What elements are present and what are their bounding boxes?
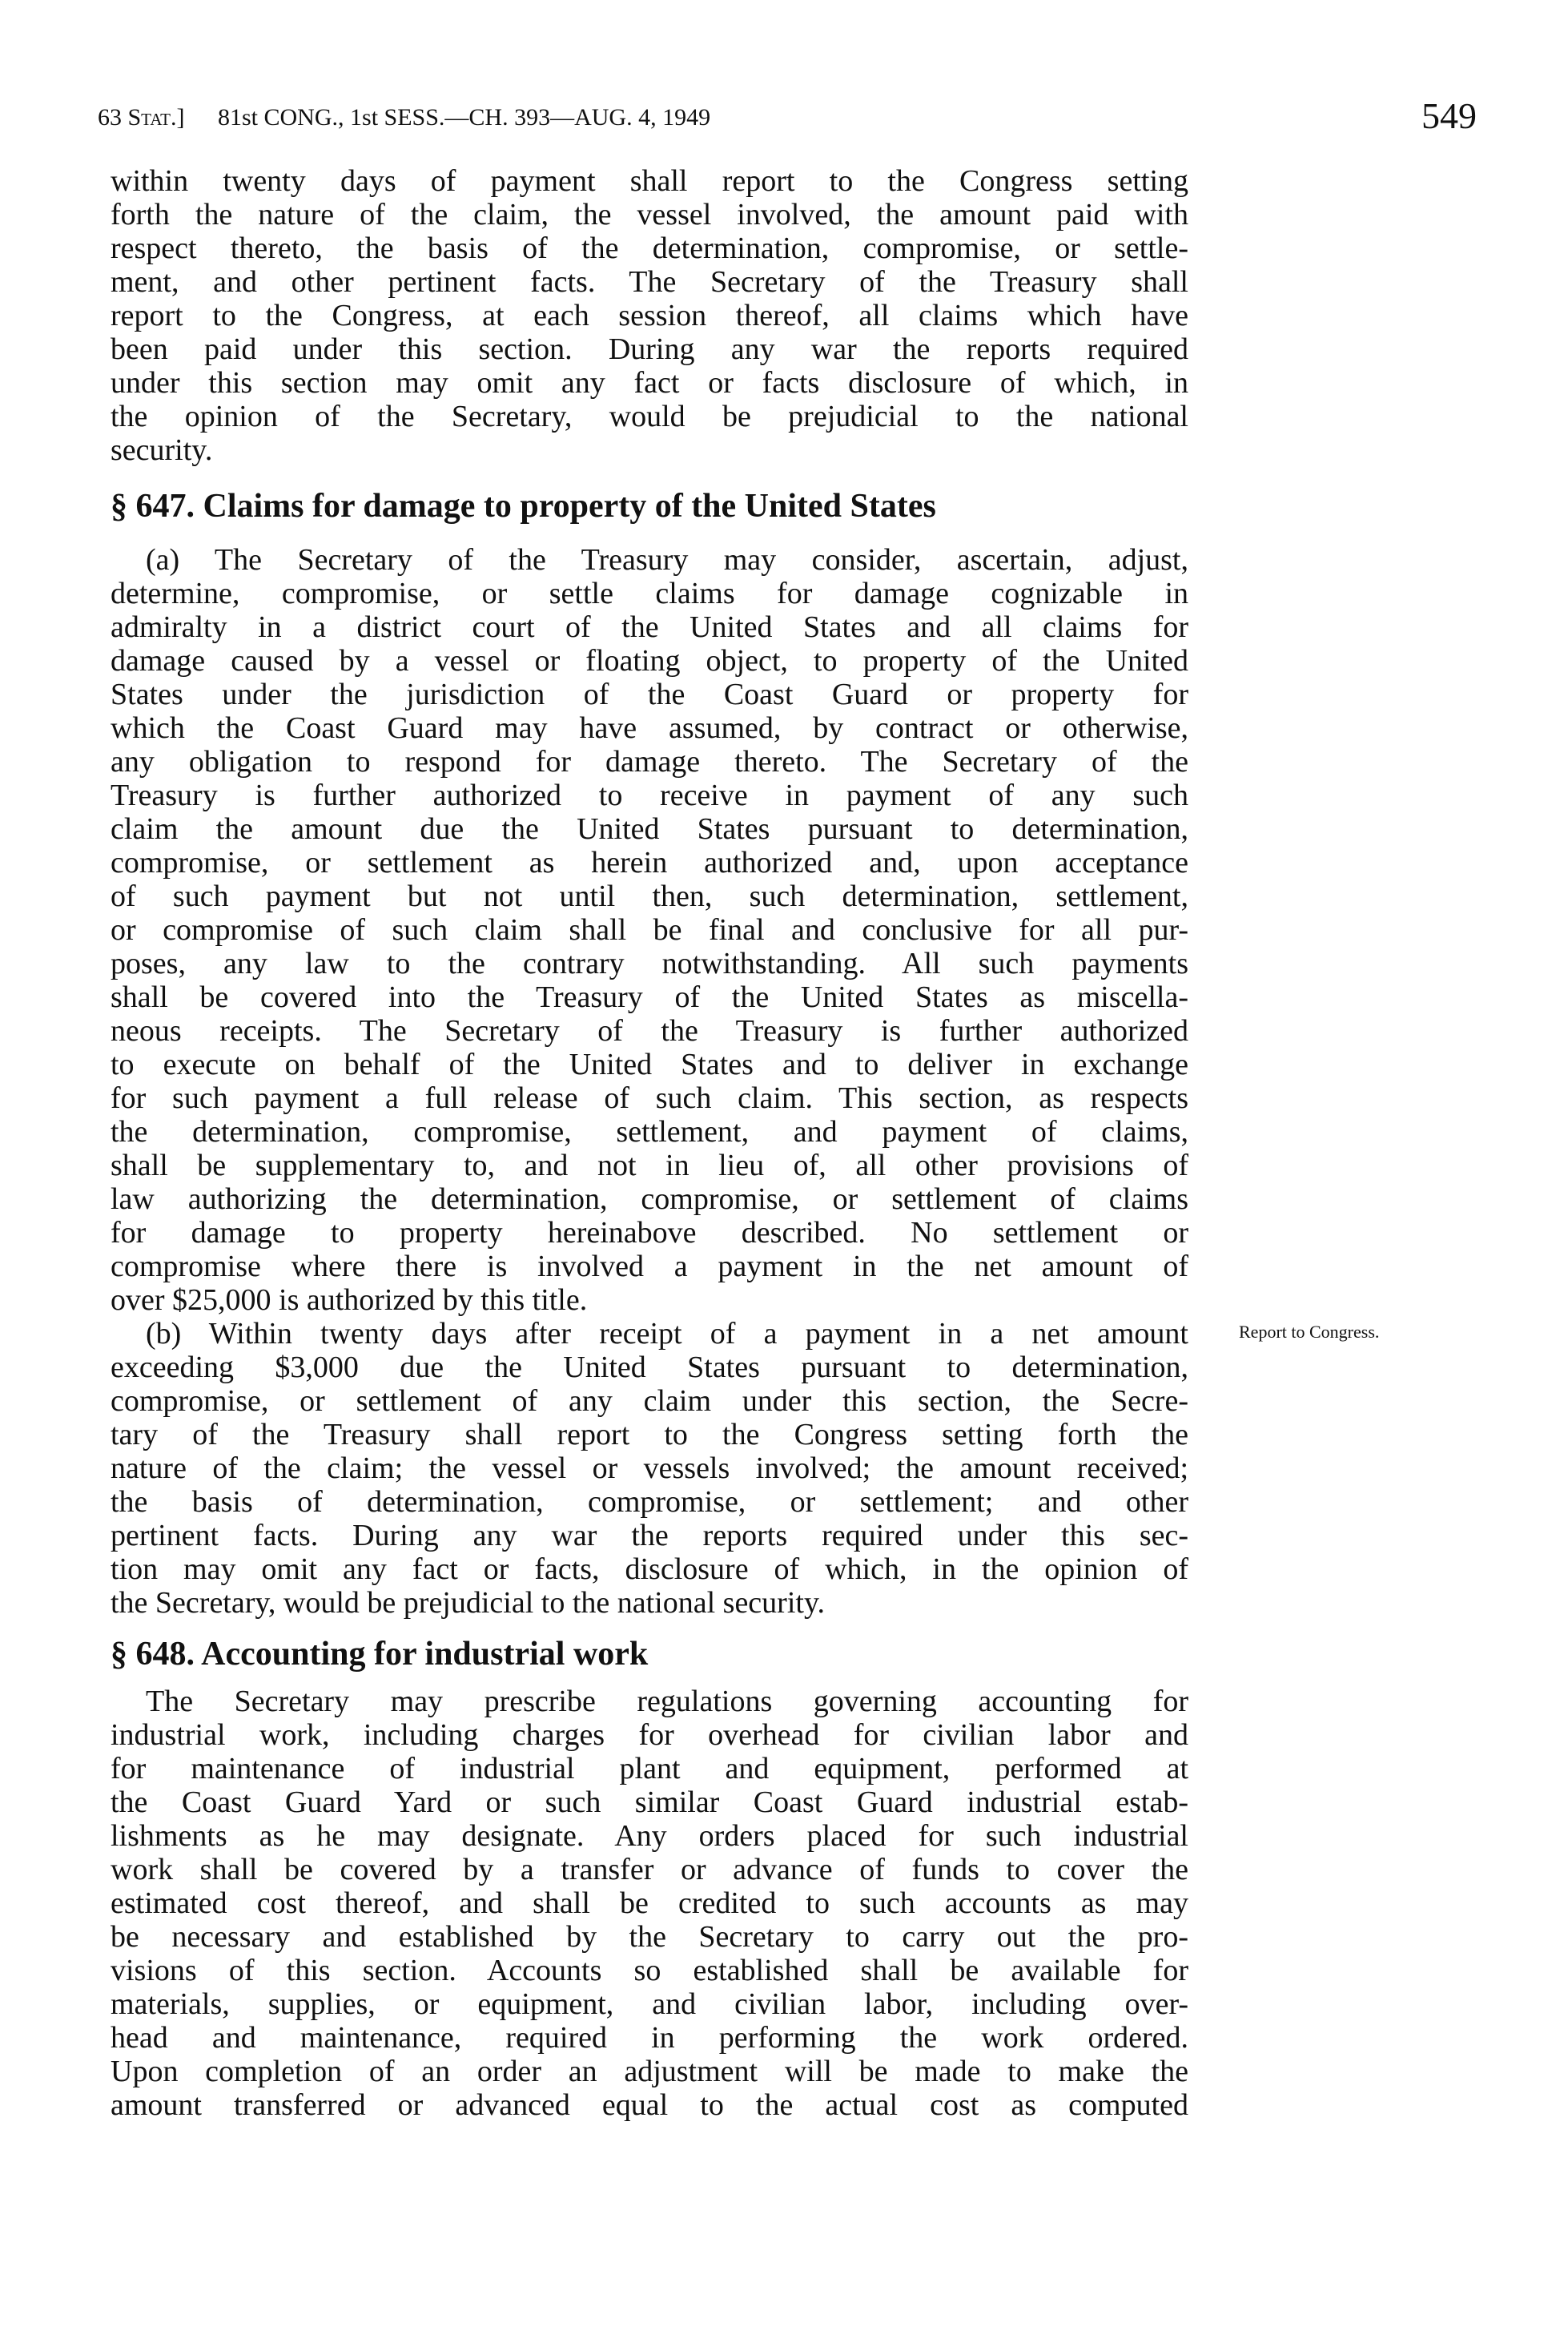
text-line: under this section may omit any fact or facts disclosure of which, in [111,366,1188,400]
continuation-paragraph [111,164,1188,467]
page-number: 549 [1421,95,1477,136]
text-line: lishments as he may designate. Any orders placed for such industrial [111,1819,1188,1853]
section-648-paragraph [111,1685,1188,2122]
volume-reference: 63 Stat.] [98,104,185,131]
text-line: any obligation to respond for damage thereto. The Secretary of the [111,745,1188,779]
text-line: security. [111,433,213,467]
text-line: (a) The Secretary of the Treasury may consider, ascertain, adjust, [146,543,1188,577]
text-line: (b) Within twenty days after receipt of a payment in a net amount [146,1317,1188,1351]
text-line: for maintenance of industrial plant and equipment, performed at [111,1752,1188,1785]
text-line: estimated cost thereof, and shall be credited to such accounts as may [111,1886,1188,1920]
text-line: the opinion of the Secretary, would be prejudicial to the national [111,400,1188,433]
text-line: tion may omit any fact or facts, disclosure of which, in the opinion of [111,1552,1188,1586]
text-line: exceeding $3,000 due the United States pursuant to determination, [111,1351,1188,1384]
text-line: poses, any law to the contrary notwithstanding. All such payments [111,947,1188,980]
text-line: shall be covered into the Treasury of the United States as miscella- [111,980,1188,1014]
text-line: claim the amount due the United States pursuant to determination, [111,812,1188,846]
text-line: within twenty days of payment shall report to the Congress setting [111,164,1188,198]
text-line: pertinent facts. During any war the reports required under this sec- [111,1519,1188,1552]
section-648-heading: § 648. Accounting for industrial work [111,1636,649,1673]
text-line: amount transferred or advanced equal to the actual cost as computed [111,2088,1188,2122]
margin-note-report-to-congress: Report to Congress. [1239,1322,1380,1342]
text-line: the Secretary, would be prejudicial to the national security. [111,1586,825,1620]
running-title: 81st CONG., 1st SESS.—CH. 393—AUG. 4, 1949 [218,104,711,131]
text-line: States under the jurisdiction of the Coast Guard or property for [111,678,1188,711]
text-line: for damage to property hereinabove described. No settlement or [111,1216,1188,1250]
text-line: or compromise of such claim shall be final and conclusive for all pur- [111,913,1188,947]
text-line: respect thereto, the basis of the determination, compromise, or settle- [111,231,1188,265]
text-line: determine, compromise, or settle claims for damage cognizable in [111,577,1188,610]
text-line: tary of the Treasury shall report to the Congress setting forth the [111,1418,1188,1451]
text-line: the determination, compromise, settlement, and payment of claims, [111,1115,1188,1149]
text-line: be necessary and established by the Secretary to carry out the pro- [111,1920,1188,1954]
text-line: been paid under this section. During any war the reports required [111,332,1188,366]
text-line: neous receipts. The Secretary of the Treasury is further authorized [111,1014,1188,1048]
text-line: for such payment a full release of such claim. This section, as respects [111,1081,1188,1115]
text-line: Upon completion of an order an adjustment will be made to make the [111,2055,1188,2088]
text-line: work shall be covered by a transfer or advance of funds to cover the [111,1853,1188,1886]
text-line: forth the nature of the claim, the vessel involved, the amount paid with [111,198,1188,231]
section-647-paragraph-b [111,1317,1188,1620]
text-line: visions of this section. Accounts so established shall be available for [111,1954,1188,1987]
text-line: over $25,000 is authorized by this title. [111,1283,588,1317]
text-line: to execute on behalf of the United States and to deliver in exchange [111,1048,1188,1081]
text-line: industrial work, including charges for overhead for civilian labor and [111,1718,1188,1752]
text-line: admiralty in a district court of the United States and all claims for [111,610,1188,644]
text-line: shall be supplementary to, and not in lieu of, all other provisions of [111,1149,1188,1182]
text-line: nature of the claim; the vessel or vessels involved; the amount received; [111,1451,1188,1485]
text-line: report to the Congress, at each session thereof, all claims which have [111,299,1188,332]
text-line: of such payment but not until then, such determination, settlement, [111,880,1188,913]
text-line: damage caused by a vessel or floating object, to property of the United [111,644,1188,678]
text-line: The Secretary may prescribe regulations governing accounting for [146,1685,1188,1718]
text-line: compromise where there is involved a payment in the net amount of [111,1250,1188,1283]
text-line: materials, supplies, or equipment, and civilian labor, including over- [111,1987,1188,2021]
section-647-paragraph-a [111,543,1188,1317]
text-line: Treasury is further authorized to receive in payment of any such [111,779,1188,812]
text-line: the basis of determination, compromise, or settlement; and other [111,1485,1188,1519]
text-line: compromise, or settlement of any claim under this section, the Secre- [111,1384,1188,1418]
text-line: the Coast Guard Yard or such similar Coast Guard industrial estab- [111,1785,1188,1819]
text-line: which the Coast Guard may have assumed, by contract or otherwise, [111,711,1188,745]
text-line: ment, and other pertinent facts. The Secretary of the Treasury shall [111,265,1188,299]
text-line: law authorizing the determination, compromise, or settlement of claims [111,1182,1188,1216]
section-647-heading: § 647. Claims for damage to property of the United States [111,488,936,525]
text-line: compromise, or settlement as herein authorized and, upon acceptance [111,846,1188,880]
text-line: head and maintenance, required in performing the work ordered. [111,2021,1188,2055]
